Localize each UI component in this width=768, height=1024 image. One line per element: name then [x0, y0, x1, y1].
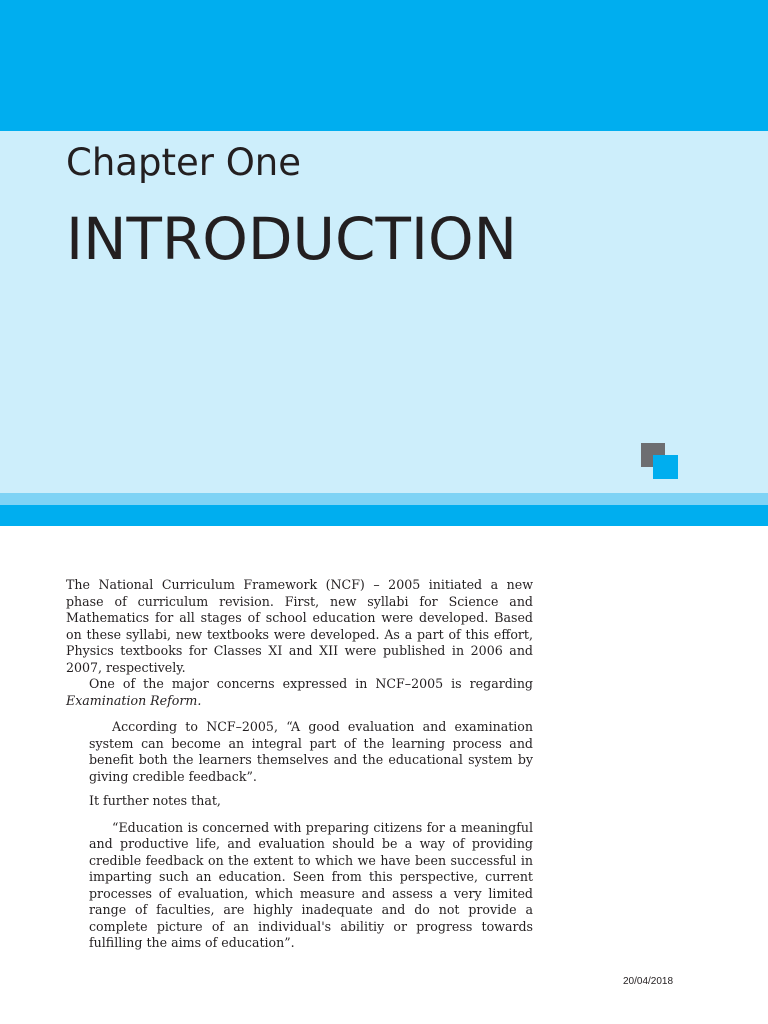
- paragraph-major-concerns-text: One of the major concerns expressed in NCF–2005 is regarding: [89, 676, 533, 691]
- paragraph-further-notes: It further notes that,: [89, 793, 221, 808]
- top-color-band: [0, 0, 768, 131]
- body-text: [66, 577, 533, 952]
- examination-reform-emphasis: Examination Reform.: [66, 692, 202, 708]
- chapter-title: INTRODUCTION: [66, 205, 518, 273]
- quote-education-purpose: “Education is concerned with preparing citizens for a meaningful and productive life, and evaluation should be a way of providing credible feedback on the extent to which we have been successful in imparting such an education. Seen from this perspective, current processes of evaluation, which measure and assess a very limited range of faculties, are highly inadequate and do not provide a complete picture of an individual's abilitiy or progress towards fulfilling the aims of education”.: [89, 819, 533, 950]
- divider-stripe-dark: [0, 505, 768, 526]
- footer-date: 20/04/2018: [623, 976, 674, 987]
- chapter-label: Chapter One: [66, 141, 302, 184]
- decorative-square-blue: [653, 455, 678, 479]
- paragraph-ncf-intro: The National Curriculum Framework (NCF) – 2005 initiated a new phase of curriculum revision. First, new syllabi for Science and Mathematics for all stages of school education were developed. Based on these syllabi, new textbooks were developed. As a part of this effort, Physics textbooks for Classes XI and XII were published in 2006 and 2007, respectively.: [66, 577, 533, 675]
- quote-ncf-evaluation: According to NCF–2005, “A good evaluation and examination system can become an integral part of the learning process and benefit both the learners themselves and the educational system by giving credible feedback”.: [89, 719, 533, 784]
- paragraph-major-concerns: [66, 676, 533, 709]
- divider-stripe-light: [0, 493, 768, 505]
